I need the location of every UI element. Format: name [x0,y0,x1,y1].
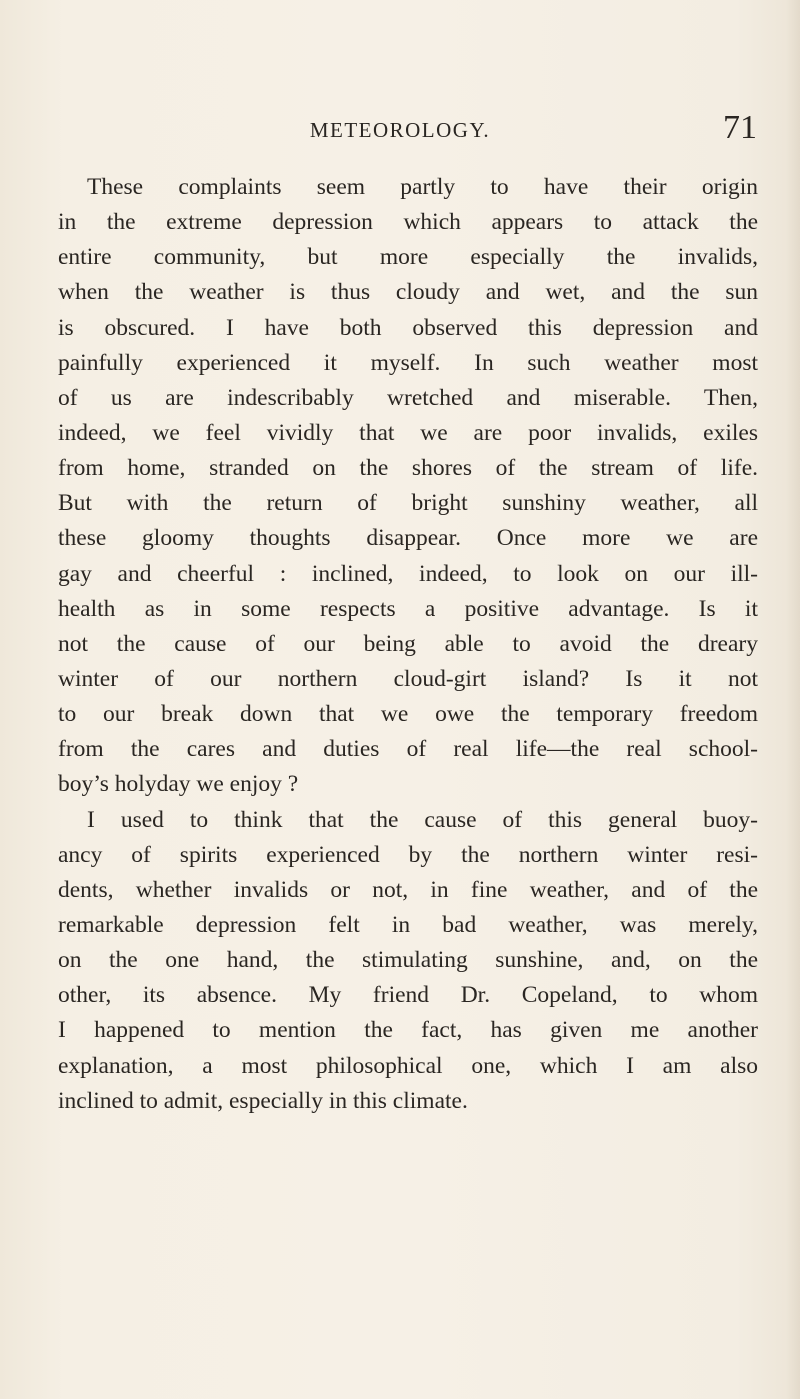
text-line: I used to think that the cause of this general buoy- [87,806,758,833]
text-line: inclined to admit, especially in this climate. [58,1087,468,1114]
text-line: from home, stranded on the shores of the stream of life. [58,455,758,482]
text-line: indeed, we feel vividly that we are poor invalids, exiles [58,419,758,446]
text-line: to our break down that we owe the temporary freedom [58,701,758,728]
text-line: painfully experienced it myself. In such weather most [58,349,758,376]
running-title: METEOROLOGY. [309,118,491,142]
text-line: I happened to mention the fact, has given me another [58,1017,758,1044]
text-line: these gloomy thoughts disappear. Once more we are [58,525,758,552]
text-line: in the extreme depression which appears to attack the [58,209,758,236]
text-line: when the weather is thus cloudy and wet, and the sun [58,279,758,306]
text-line: boy’s holyday we enjoy ? [58,771,299,798]
text-line: ancy of spirits experienced by the northern winter resi- [58,841,758,868]
text-line: remarkable depression felt in bad weather, was merely, [58,911,758,938]
text-line: dents, whether invalids or not, in fine weather, and of the [58,876,758,903]
text-line: entire community, but more especially the invalids, [58,244,758,271]
page-header [0,109,800,154]
body-text [58,170,758,1119]
text-line: other, its absence. My friend Dr. Copeland, to whom [58,982,758,1009]
text-line: from the cares and duties of real life—the real school- [58,736,758,763]
page-number: 71 [723,109,757,146]
text-line: gay and cheerful : inclined, indeed, to look on our ill- [58,560,758,587]
text-line: is obscured. I have both observed this depression and [58,314,758,341]
text-line: But with the return of bright sunshiny weather, all [58,490,758,517]
text-line: health as in some respects a positive advantage. Is it [58,595,758,622]
paragraph [58,170,758,803]
text-line: winter of our northern cloud-girt island? Is it not [58,665,758,692]
text-line: of us are indescribably wretched and miserable. Then, [58,384,758,411]
page-edge-shadow [786,0,800,1399]
paragraph [58,803,758,1119]
text-line: on the one hand, the stimulating sunshine, and, on the [58,947,758,974]
text-line: not the cause of our being able to avoid the dreary [58,630,758,657]
text-line: These complaints seem partly to have their origin [87,174,758,200]
text-line: explanation, a most philosophical one, which I am also [58,1052,758,1079]
